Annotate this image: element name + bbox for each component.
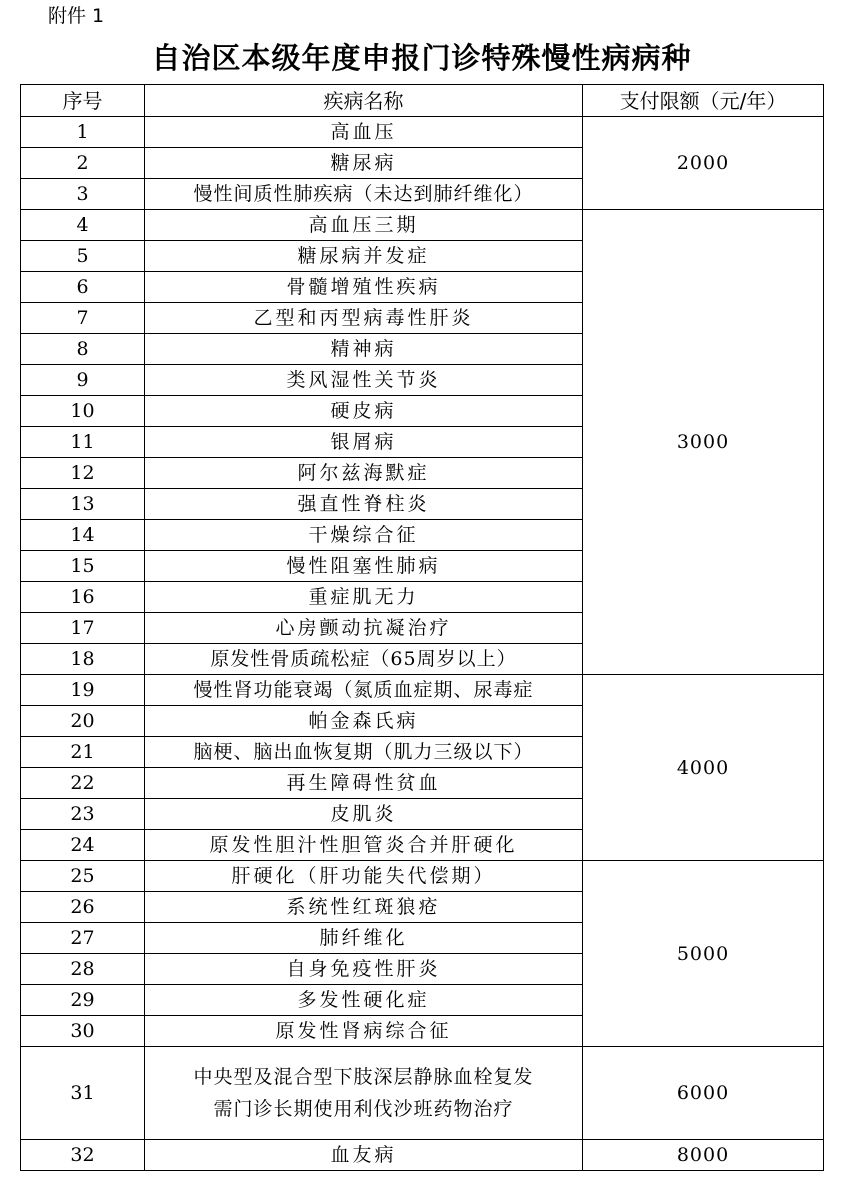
- row-number: 31: [21, 1047, 145, 1140]
- disease-name: 自身免疫性肝炎: [145, 954, 583, 985]
- table-row: [21, 1047, 824, 1140]
- disease-name: 再生障碍性贫血: [145, 768, 583, 799]
- table-row: [21, 210, 824, 241]
- disease-name: [145, 1047, 583, 1140]
- header-disease-name: 疾病名称: [145, 85, 583, 117]
- disease-name: 帕金森氏病: [145, 706, 583, 737]
- disease-name: 慢性间质性肺疾病（未达到肺纤维化）: [145, 179, 583, 210]
- row-number: 11: [21, 427, 145, 458]
- row-number: 23: [21, 799, 145, 830]
- row-number: 12: [21, 458, 145, 489]
- row-number: 14: [21, 520, 145, 551]
- payment-limit: 8000: [583, 1140, 824, 1171]
- payment-limit: 5000: [583, 861, 824, 1047]
- disease-name: 糖尿病: [145, 148, 583, 179]
- disease-name: 肺纤维化: [145, 923, 583, 954]
- row-number: 18: [21, 644, 145, 675]
- row-number: 30: [21, 1016, 145, 1047]
- disease-name-line-1: 中央型及混合型下肢深层静脉血栓复发: [193, 1066, 534, 1088]
- row-number: 32: [21, 1140, 145, 1171]
- disease-name: 多发性硬化症: [145, 985, 583, 1016]
- row-number: 9: [21, 365, 145, 396]
- row-number: 21: [21, 737, 145, 768]
- disease-table: [20, 84, 824, 1171]
- row-number: 26: [21, 892, 145, 923]
- row-number: 28: [21, 954, 145, 985]
- header-serial-number: 序号: [21, 85, 145, 117]
- disease-name: 原发性肾病综合征: [145, 1016, 583, 1047]
- disease-name: 乙型和丙型病毒性肝炎: [145, 303, 583, 334]
- disease-name: 肝硬化（肝功能失代偿期）: [145, 861, 583, 892]
- disease-name-line-2: 需门诊长期使用利伐沙班药物治疗: [213, 1098, 514, 1120]
- disease-name: 阿尔兹海默症: [145, 458, 583, 489]
- row-number: 24: [21, 830, 145, 861]
- row-number: 3: [21, 179, 145, 210]
- payment-limit: 6000: [583, 1047, 824, 1140]
- disease-name: 糖尿病并发症: [145, 241, 583, 272]
- row-number: 20: [21, 706, 145, 737]
- disease-name: 高血压: [145, 117, 583, 148]
- disease-name: 血友病: [145, 1140, 583, 1171]
- disease-name: 慢性肾功能衰竭（氮质血症期、尿毒症: [145, 675, 583, 706]
- payment-limit: 4000: [583, 675, 824, 861]
- row-number: 17: [21, 613, 145, 644]
- disease-name: 慢性阻塞性肺病: [145, 551, 583, 582]
- header-payment-limit: 支付限额（元/年）: [583, 85, 824, 117]
- row-number: 10: [21, 396, 145, 427]
- row-number: 25: [21, 861, 145, 892]
- row-number: 13: [21, 489, 145, 520]
- row-number: 2: [21, 148, 145, 179]
- disease-name: 原发性胆汁性胆管炎合并肝硬化: [145, 830, 583, 861]
- disease-name: 原发性骨质疏松症（65周岁以上）: [145, 644, 583, 675]
- table-row: [21, 117, 824, 148]
- row-number: 8: [21, 334, 145, 365]
- disease-name: 精神病: [145, 334, 583, 365]
- disease-name: 银屑病: [145, 427, 583, 458]
- disease-name: 类风湿性关节炎: [145, 365, 583, 396]
- disease-name: 干燥综合征: [145, 520, 583, 551]
- payment-limit: 2000: [583, 117, 824, 210]
- row-number: 15: [21, 551, 145, 582]
- disease-name: 高血压三期: [145, 210, 583, 241]
- row-number: 16: [21, 582, 145, 613]
- row-number: 19: [21, 675, 145, 706]
- row-number: 27: [21, 923, 145, 954]
- disease-name: 硬皮病: [145, 396, 583, 427]
- table-row: [21, 675, 824, 706]
- row-number: 1: [21, 117, 145, 148]
- document-title: 自治区本级年度申报门诊特殊慢性病病种: [151, 41, 692, 75]
- disease-name: 皮肌炎: [145, 799, 583, 830]
- row-number: 4: [21, 210, 145, 241]
- row-number: 22: [21, 768, 145, 799]
- attachment-label: 附件 1: [48, 5, 105, 27]
- row-number: 29: [21, 985, 145, 1016]
- disease-name: 脑梗、脑出血恢复期（肌力三级以下）: [145, 737, 583, 768]
- payment-limit: 3000: [583, 210, 824, 675]
- row-number: 7: [21, 303, 145, 334]
- table-header-row: [21, 85, 824, 117]
- row-number: 5: [21, 241, 145, 272]
- disease-name: 重症肌无力: [145, 582, 583, 613]
- disease-name: 骨髓增殖性疾病: [145, 272, 583, 303]
- disease-name: 强直性脊柱炎: [145, 489, 583, 520]
- disease-name: 心房颤动抗凝治疗: [145, 613, 583, 644]
- table-row: [21, 861, 824, 892]
- table-row: [21, 1140, 824, 1171]
- row-number: 6: [21, 272, 145, 303]
- disease-name: 系统性红斑狼疮: [145, 892, 583, 923]
